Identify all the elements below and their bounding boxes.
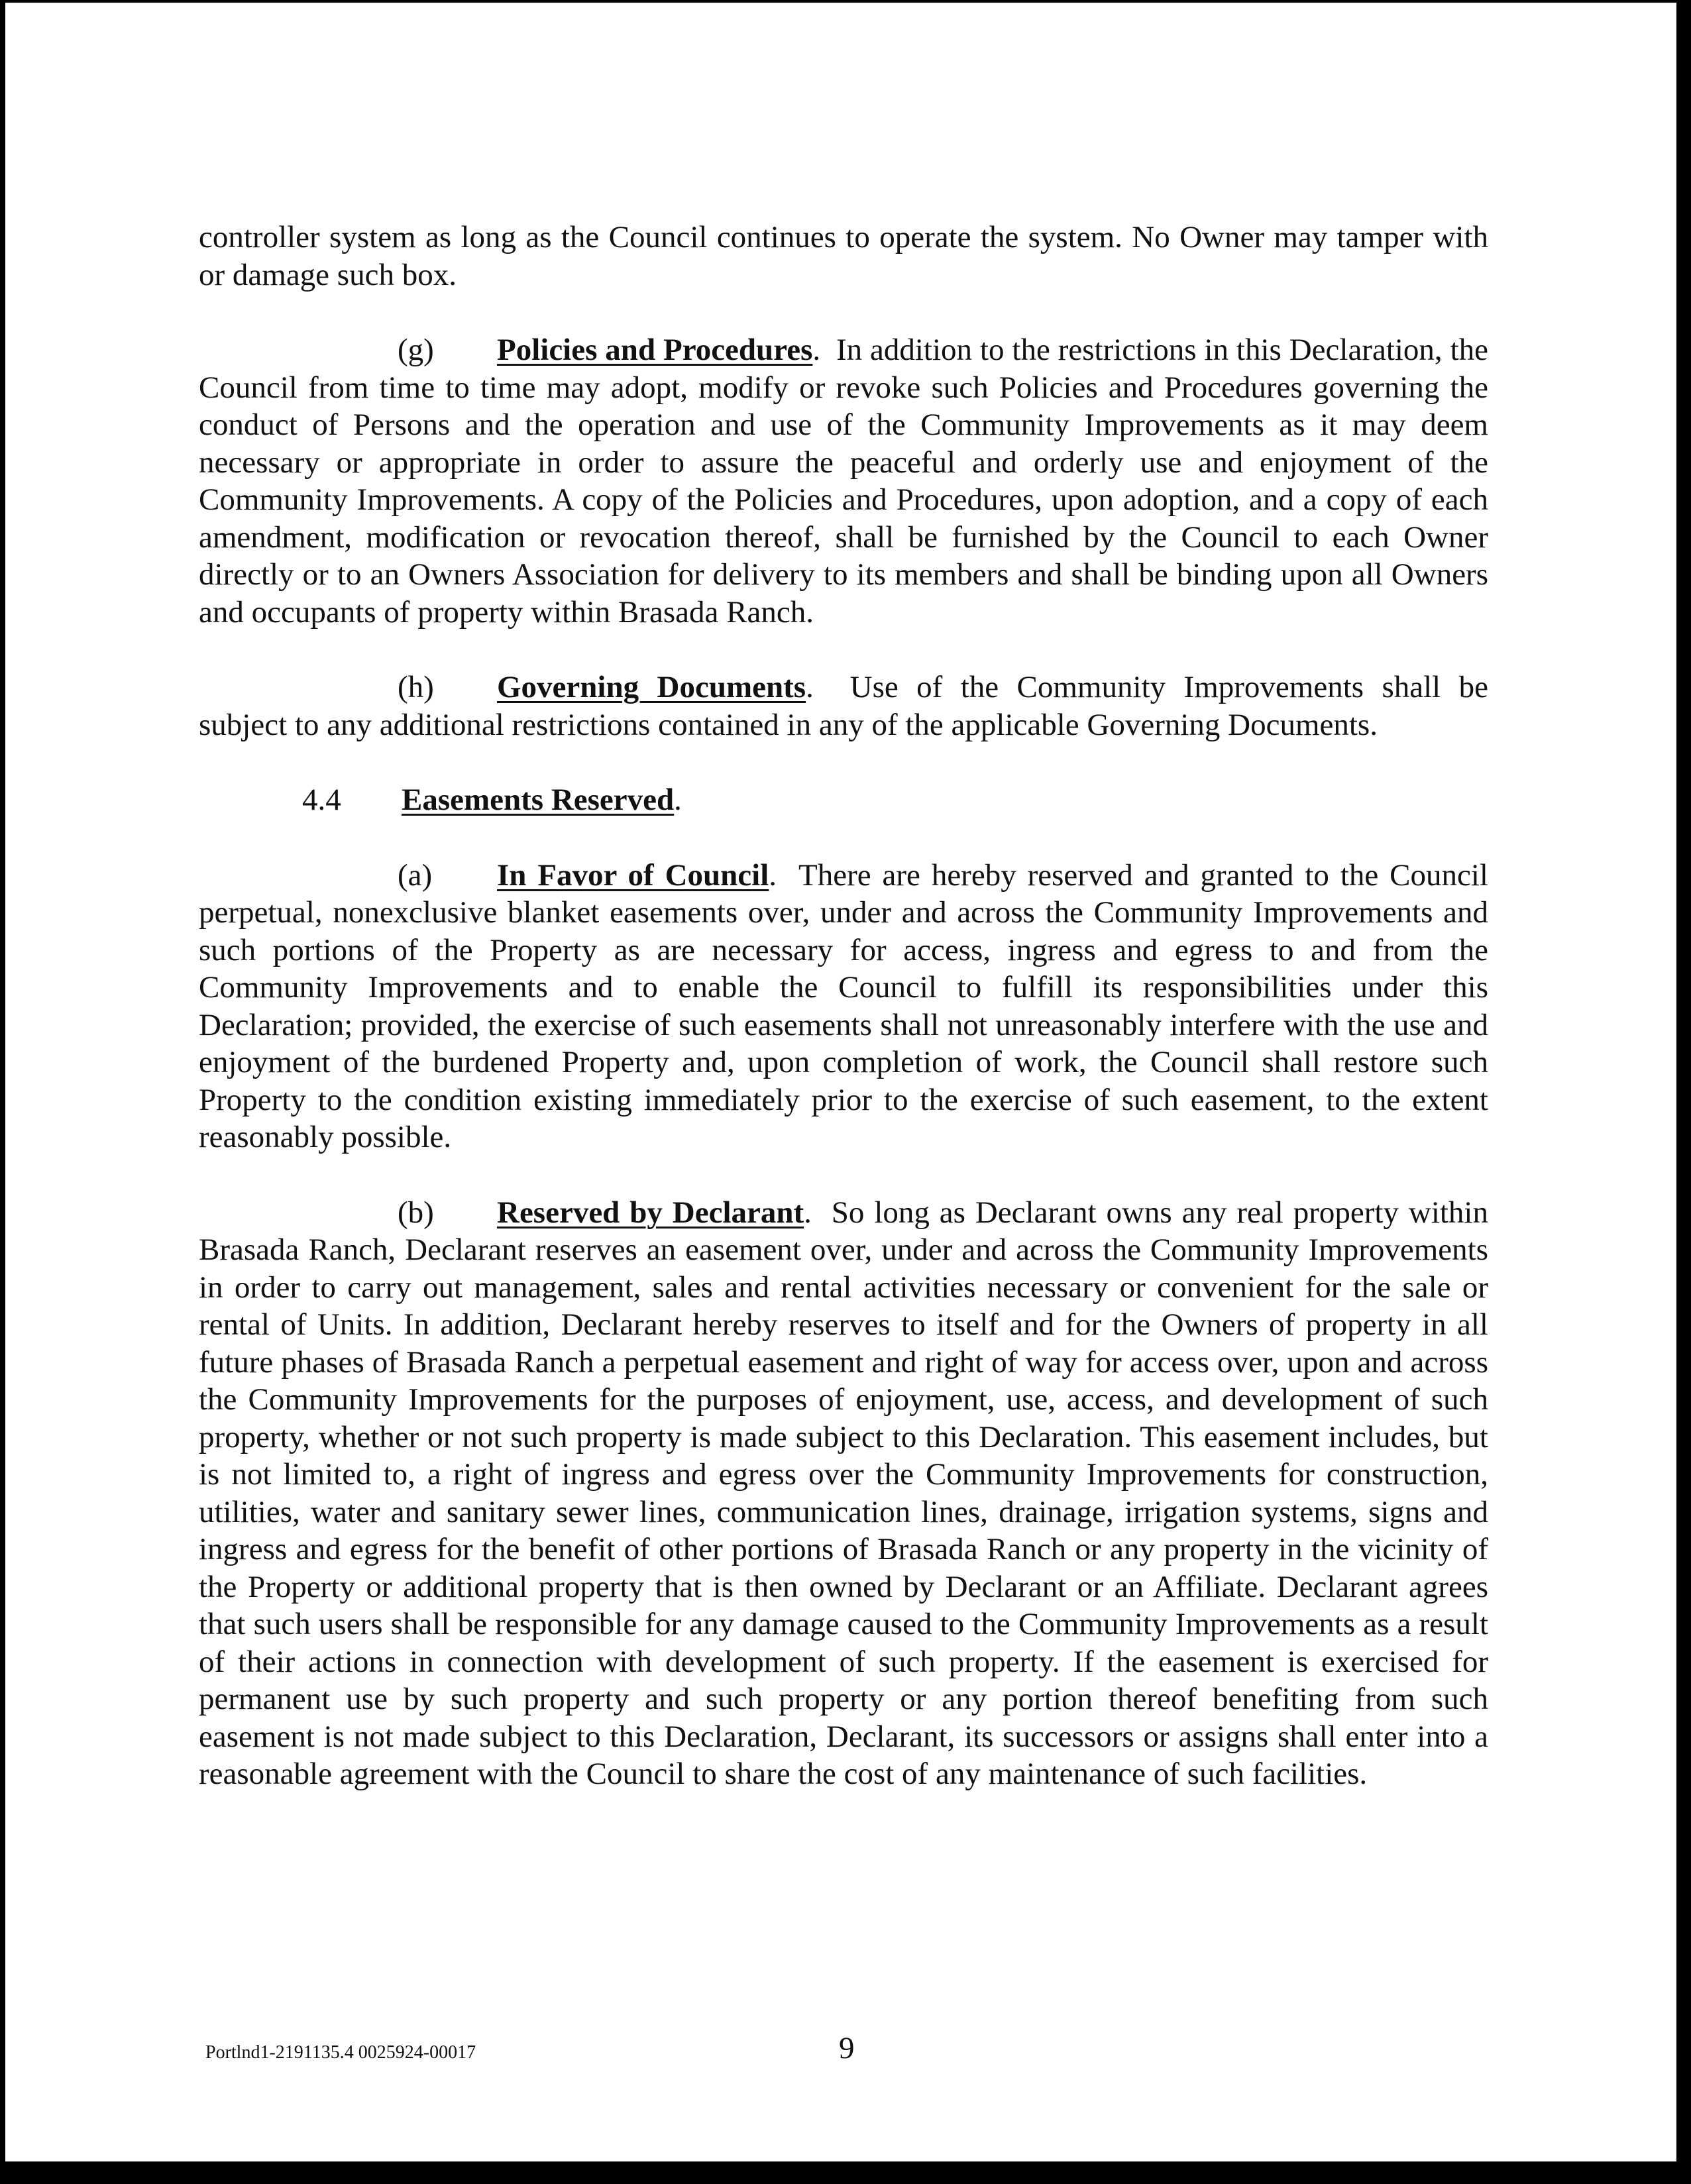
paragraph-heading: In Favor of Council <box>497 857 769 893</box>
paragraph-heading: Reserved by Declarant <box>497 1195 804 1230</box>
paragraph-text: So long as Declarant owns any real property within Brasada Ranch, Declarant reserves an easement over, under and across the Community Improvements in order to carry out management, sales and rental activities necessary or convenient for the sale or rental of Units. In addition, Declarant hereby reserves to itself and for the Owners of property in all future phases of Brasada Ranch a perpetual easement and right of way for access over, upon and across the Community Improvements for the purposes of enjoyment, use, access, and development of such property, whether or not such property is made subject to this Declaration. This easement includes, but is not limited to, a right of ingress and egress over the Community Improvements for construction, utilities, water and sanitary sewer lines, communication lines, drainage, irrigation systems, signs and ingress and egress for the benefit of other portions of Brasada Ranch or any property in the vicinity of the Property or additional property that is then owned by Declarant or an Affiliate. Declarant agrees that such users shall be responsible for any damage caused to the Community Improvements as a result of their actions in connection with development of such property. If the easement is exercised for permanent use by such property and such property or any portion thereof benefiting from such easement is not made subject to this Declaration, Declarant, its successors or assigns shall enter into a reasonable agreement with the Council to share the cost of any maintenance of such facilities. <box>199 1195 1488 1791</box>
document-body <box>199 219 1488 1831</box>
paragraph-label: (a) <box>398 857 433 893</box>
paragraph-text: In addition to the restrictions in this Declaration, the Council from time to time may adopt, modify or revoke such Policies and Procedures governing the conduct of Persons and the operation and use of the Community Improvements as it may deem necessary or appropriate in order to assure the peaceful and orderly use and enjoyment of the Community Improvements. A copy of the Policies and Procedures, upon adoption, and a copy of each amendment, modification or revocation thereof, shall be furnished by the Council to each Owner directly or to an Owners Association for delivery to its members and shall be binding upon all Owners and occupants of property within Brasada Ranch. <box>199 333 1489 629</box>
paragraph-label: (h) <box>398 670 434 704</box>
paragraph-heading: Policies and Procedures <box>497 333 813 367</box>
paragraph-g: (g) Policies and Procedures. In addition to the restrictions in this Declaration, the Council from time to time may adopt, modify or revoke such Policies and Procedures governing the conduct of Persons and the operation and use of the Community Improvements as it may deem necessary or appropriate in order to assure the peaceful and orderly use and enjoyment of the Community Improvements. A copy of the Policies and Procedures, upon adoption, and a copy of each amendment, modification or revocation thereof, shall be furnished by the Council to each Owner directly or to an Owners Association for delivery to its members and shall be binding upon all Owners and occupants of property within Brasada Ranch. <box>199 333 1489 629</box>
footer-document-id: Portlnd1-2191135.4 0025924-00017 <box>205 2042 476 2063</box>
section-heading: 4.4 Easements Reserved. <box>302 781 1488 819</box>
intro-paragraph: controller system as long as the Council continues to operate the system. No Owner may tamper with or damage such box. <box>199 220 1488 292</box>
paragraph-label: (g) <box>398 333 434 367</box>
paragraph-text: Use of the Community Improvements shall be subject to any additional restrictions contained in any of the applicable Governing Documents. <box>199 670 1488 742</box>
paragraph-a: (a) In Favor of Council. There are hereby reserved and granted to the Council perpetual, nonexclusive blanket easements over, under and across the Community Improvements and such portions of the Property as are necessary for access, ingress and egress to and from the Community Improvements and to enable the Council to fulfill its responsibilities under this Declaration; provided, the exercise of such easements shall not unreasonably interfere with the use and enjoyment of the burdened Property and, upon completion of work, the Council shall restore such Property to the condition existing immediately prior to the exercise of such easement, to the extent reasonably possible. <box>199 857 1488 1154</box>
section-number: 4.4 <box>302 783 341 817</box>
section-title: Easements Reserved <box>402 783 675 817</box>
paragraph-label: (b) <box>398 1195 434 1230</box>
paragraph-h: (h) Governing Documents. Use of the Community Improvements shall be subject to any additional restrictions contained in any of the applicable Governing Documents. <box>199 670 1488 742</box>
paragraph-heading: Governing Documents <box>497 670 806 704</box>
paragraph-text: There are hereby reserved and granted to the Council perpetual, nonexclusive blanket easements over, under and across the Community Improvements and such portions of the Property as are necessary for access, ingress and egress to and from the Community Improvements and to enable the Council to fulfill its responsibilities under this Declaration; provided, the exercise of such easements shall not unreasonably interfere with the use and enjoyment of the burdened Property and, upon completion of work, the Council shall restore such Property to the condition existing immediately prior to the exercise of such easement, to the extent reasonably possible. <box>199 857 1488 1154</box>
page-number: 9 <box>839 2031 855 2065</box>
paragraph-b: (b) Reserved by Declarant. So long as Declarant owns any real property within Brasada Ranch, Declarant reserves an easement over, under and across the Community Improvements in order to carry out management, sales and rental activities necessary or convenient for the sale or rental of Units. In addition, Declarant hereby reserves to itself and for the Owners of property in all future phases of Brasada Ranch a perpetual easement and right of way for access over, upon and across the Community Improvements for the purposes of enjoyment, use, access, and development of such property, whether or not such property is made subject to this Declaration. This easement includes, but is not limited to, a right of ingress and egress over the Community Improvements for construction, utilities, water and sanitary sewer lines, communication lines, drainage, irrigation systems, signs and ingress and egress for the benefit of other portions of Brasada Ranch or any property in the vicinity of the Property or additional property that is then owned by Declarant or an Affiliate. Declarant agrees that such users shall be responsible for any damage caused to the Community Improvements as a result of their actions in connection with development of such property. If the easement is exercised for permanent use by such property and such property or any portion thereof benefiting from such easement is not made subject to this Declaration, Declarant, its successors or assigns shall enter into a reasonable agreement with the Council to share the cost of any maintenance of such facilities. <box>199 1195 1488 1791</box>
